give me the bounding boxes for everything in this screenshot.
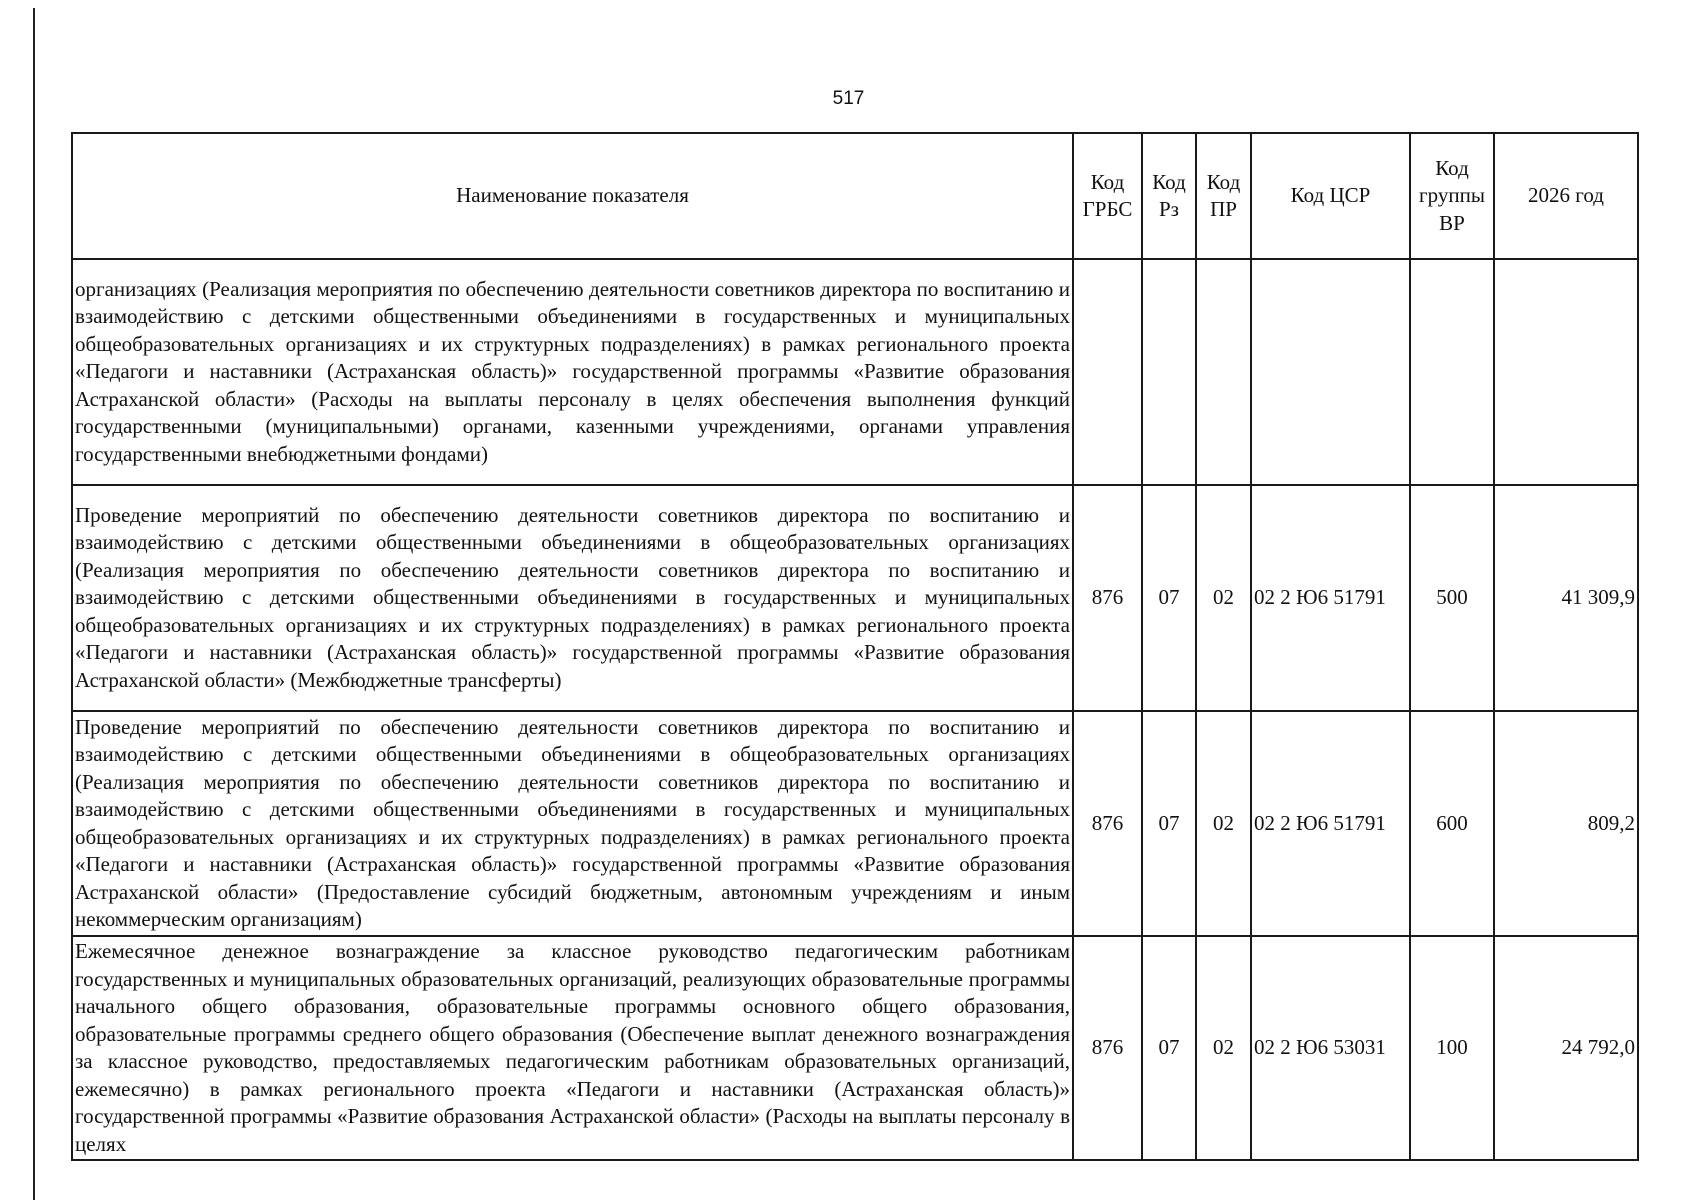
table-row (72, 711, 1638, 936)
row-rz: 07 (1142, 485, 1196, 711)
row-pr: 02 (1196, 711, 1251, 936)
header-vr: Код группы ВР (1410, 133, 1494, 259)
row-grbs: 876 (1073, 936, 1142, 1160)
row-rz: 07 (1142, 936, 1196, 1160)
row-rz: 07 (1142, 711, 1196, 936)
row-grbs (1073, 259, 1142, 485)
row-csr (1251, 259, 1410, 485)
table-row (72, 259, 1638, 485)
row-csr: 02 2 Ю6 51791 (1251, 711, 1410, 936)
row-vr: 100 (1410, 936, 1494, 1160)
row-name: Проведение мероприятий по обеспечению деятельности советников директора по воспитанию и взаимодействию с детскими общественными объединениями в общеобразовательных организациях (Реализация мероприятия по обеспечению деятельности советников директора по воспитанию и взаимодействию с детскими общественными объединениями в государственных и муниципальных общеобразовательных организациях и их структурных подразделениях) в рамках регионального проекта «Педагоги и наставники (Астраханская область)» государственной программы «Развитие образования Астраханской области» (Предоставление субсидий бюджетным, автономным учреждениям и иным некоммерческим организациям) (72, 711, 1073, 936)
row-amount (1494, 259, 1638, 485)
row-vr (1410, 259, 1494, 485)
header-csr: Код ЦСР (1251, 133, 1410, 259)
left-margin-line (33, 8, 35, 1200)
row-name: Ежемесячное денежное вознаграждение за классное руководство педагогическим работникам государственных и муниципальных образовательных организаций, реализующих образовательные программы начального общего образования, образовательные программы основного общего образования, образовательные программы среднего общего образования (Обеспечение выплат денежного вознаграждения за классное руководство, предоставляемых педагогическим работникам образовательных организаций, ежемесячно) в рамках регионального проекта «Педагоги и наставники (Астраханская область)» государственной программы «Развитие образования Астраханской области» (Расходы на выплаты персоналу в целях (72, 936, 1073, 1160)
page-number: 517 (832, 88, 865, 109)
table-header-row (72, 133, 1638, 259)
row-vr: 500 (1410, 485, 1494, 711)
row-pr (1196, 259, 1251, 485)
header-grbs: Код ГРБС (1073, 133, 1142, 259)
row-pr: 02 (1196, 485, 1251, 711)
table-row (72, 485, 1638, 711)
row-name: организациях (Реализация мероприятия по обеспечению деятельности советников директора по воспитанию и взаимодействию с детскими общественными объединениями в государственных и муниципальных общеобразовательных организациях и их структурных подразделениях) в рамках регионального проекта «Педагоги и наставники (Астраханская область)» государственной программы «Развитие образования Астраханской области» (Расходы на выплаты персоналу в целях обеспечения выполнения функций государственными (муниципальными) органами, казенными учреждениями, органами управления государственными внебюджетными фондами) (72, 259, 1073, 485)
row-grbs: 876 (1073, 711, 1142, 936)
row-grbs: 876 (1073, 485, 1142, 711)
row-rz (1142, 259, 1196, 485)
table-row (72, 936, 1638, 1160)
row-amount: 809,2 (1494, 711, 1638, 936)
row-csr: 02 2 Ю6 53031 (1251, 936, 1410, 1160)
header-rz: Код Рз (1142, 133, 1196, 259)
row-name: Проведение мероприятий по обеспечению деятельности советников директора по воспитанию и взаимодействию с детскими общественными объединениями в общеобразовательных организациях (Реализация мероприятия по обеспечению деятельности советников директора по воспитанию и взаимодействию с детскими общественными объединениями в государственных и муниципальных общеобразовательных организациях и их структурных подразделениях) в рамках регионального проекта «Педагоги и наставники (Астраханская область)» государственной программы «Развитие образования Астраханской области» (Межбюджетные трансферты) (72, 485, 1073, 711)
header-name: Наименование показателя (72, 133, 1073, 259)
budget-table (71, 132, 1639, 1161)
header-year: 2026 год (1494, 133, 1638, 259)
row-vr: 600 (1410, 711, 1494, 936)
header-pr: Код ПР (1196, 133, 1251, 259)
row-pr: 02 (1196, 936, 1251, 1160)
row-amount: 24 792,0 (1494, 936, 1638, 1160)
row-amount: 41 309,9 (1494, 485, 1638, 711)
row-csr: 02 2 Ю6 51791 (1251, 485, 1410, 711)
